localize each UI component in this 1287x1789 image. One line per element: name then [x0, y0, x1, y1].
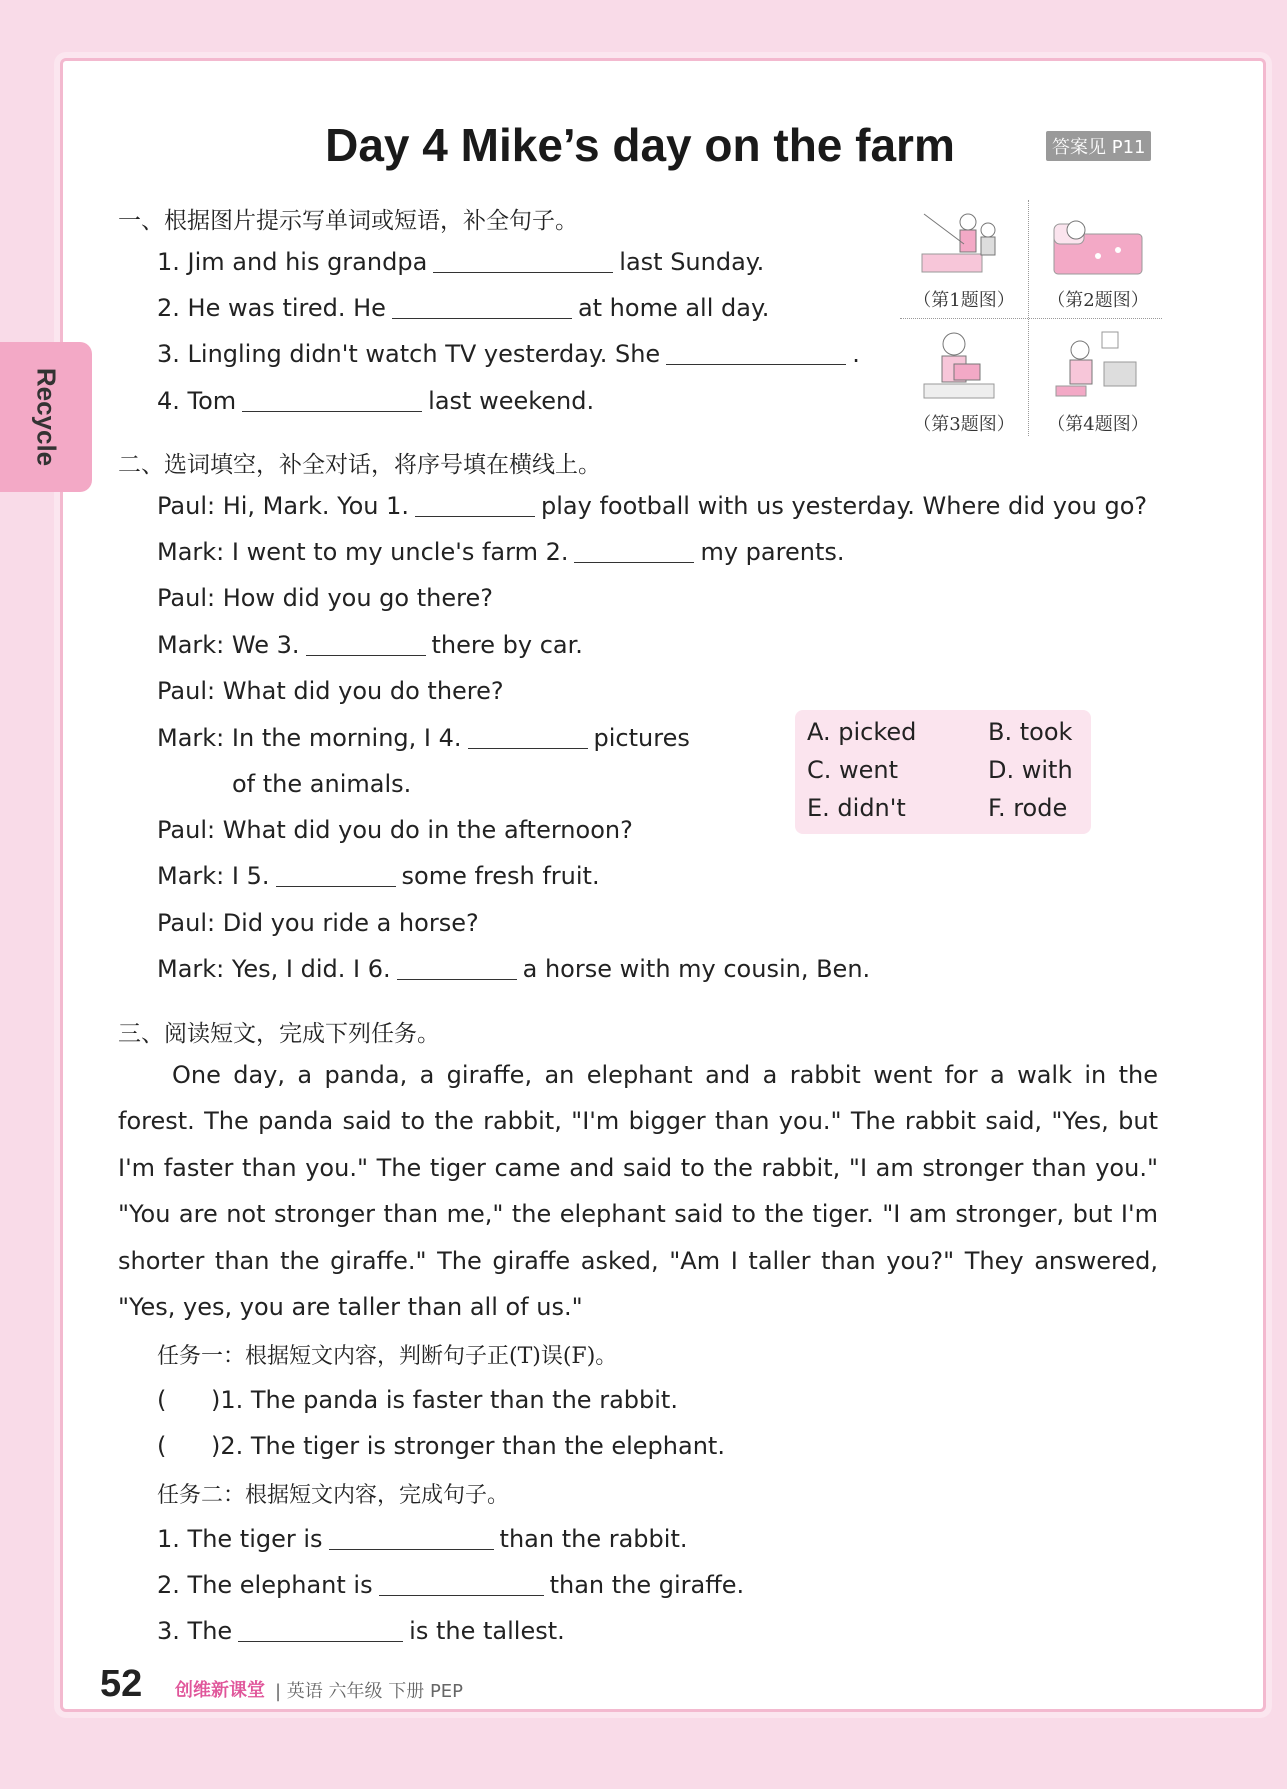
- answer-reference-badge: 答案见 P11: [1046, 131, 1151, 161]
- task1-heading: 任务一：根据短文内容，判断句子正(T)误(F)。: [157, 1344, 618, 1369]
- option-a: A. picked: [807, 718, 917, 746]
- dialogue-line-1: Paul: Hi, Mark. You 1. play football with us yesterday. Where did you go?: [157, 492, 1148, 520]
- section3-heading: 三、阅读短文，完成下列任务。: [118, 1021, 440, 1047]
- answer-bracket[interactable]: (: [157, 1432, 167, 1460]
- answer-blank[interactable]: [276, 864, 396, 887]
- complete-item-1: 1. The tiger is than the rabbit.: [157, 1525, 688, 1553]
- answer-blank[interactable]: [666, 342, 846, 365]
- picture-3: （第3题图）: [900, 324, 1028, 442]
- page-number: 52: [100, 1663, 143, 1705]
- picture-hints: [900, 200, 1162, 440]
- answer-blank[interactable]: [379, 1573, 544, 1596]
- picture-4: （第4题图）: [1034, 324, 1162, 442]
- section2-heading: 二、选词填空，补全对话，将序号填在横线上。: [118, 452, 601, 478]
- picture-1: （第1题图）: [900, 200, 1028, 318]
- dialogue-line-4: Mark: We 3. there by car.: [157, 631, 583, 659]
- answer-blank[interactable]: [242, 389, 422, 412]
- option-f: F. rode: [988, 794, 1068, 822]
- dialogue-line-10: Paul: Did you ride a horse?: [157, 909, 479, 937]
- dialogue-line-6: Mark: In the morning, I 4. pictures: [157, 724, 690, 752]
- reading-passage: One day, a panda, a giraffe, an elephant and a rabbit went for a walk in the forest. The panda said to the rabbit, "I'm bigger than you." The rabbit said, "Yes, but I'm faster than you." The tiger came and said to the rabbit, "I am stronger than you." "You are not stronger than me," the elephant said to the tiger. "I am stronger, but I'm shorter than the giraffe." The giraffe asked, "Am I taller than you?" They answered, "Yes, yes, you are taller than all of us.": [118, 1061, 1158, 1322]
- word-bank: [795, 710, 1091, 834]
- dialogue-line-2: Mark: I went to my uncle's farm 2. my parents.: [157, 538, 845, 566]
- dialogue-line-7: of the animals.: [232, 770, 412, 798]
- answer-bracket[interactable]: (: [157, 1386, 167, 1414]
- option-e: E. didn't: [807, 794, 906, 822]
- answer-blank[interactable]: [392, 296, 572, 319]
- tf-item-1: ( )1. The panda is faster than the rabbit.: [157, 1386, 678, 1414]
- task2-heading: 任务二：根据短文内容，完成句子。: [157, 1483, 510, 1508]
- dialogue-line-8: Paul: What did you do in the afternoon?: [157, 816, 633, 844]
- complete-item-3: 3. The is the tallest.: [157, 1617, 565, 1645]
- option-d: D. with: [988, 756, 1073, 784]
- answer-blank[interactable]: [433, 250, 613, 273]
- dialogue-line-11: Mark: Yes, I did. I 6. a horse with my cousin, Ben.: [157, 955, 871, 983]
- option-c: C. went: [807, 756, 899, 784]
- option-b: B. took: [988, 718, 1073, 746]
- answer-blank[interactable]: [238, 1619, 403, 1642]
- fishing-illustration-icon: [914, 204, 1014, 284]
- dialogue-line-3: Paul: How did you go there?: [157, 584, 493, 612]
- picture-2: （第2题图）: [1034, 200, 1162, 318]
- page-title: Day 4 Mike’s day on the farm: [325, 119, 955, 171]
- answer-blank[interactable]: [397, 957, 517, 980]
- sleeping-illustration-icon: [1048, 204, 1148, 284]
- side-tab: [0, 342, 92, 492]
- answer-blank[interactable]: [329, 1527, 494, 1550]
- brand-name: 创维新课堂: [175, 1680, 265, 1701]
- answer-blank[interactable]: [306, 633, 426, 656]
- s1-item-3: 3. Lingling didn't watch TV yesterday. She .: [157, 340, 860, 368]
- s1-item-1: 1. Jim and his grandpa last Sunday.: [157, 248, 765, 276]
- divider: [900, 318, 1162, 319]
- cleaning-illustration-icon: [1048, 328, 1148, 408]
- book-info: | 英语 六年级 下册 PEP: [275, 1681, 464, 1702]
- dialogue-line-9: Mark: I 5. some fresh fruit.: [157, 862, 600, 890]
- answer-blank[interactable]: [415, 494, 535, 517]
- reading-illustration-icon: [914, 328, 1014, 408]
- s1-item-2: 2. He was tired. He at home all day.: [157, 294, 770, 322]
- answer-blank[interactable]: [468, 726, 588, 749]
- answer-blank[interactable]: [574, 540, 694, 563]
- dialogue-line-5: Paul: What did you do there?: [157, 677, 504, 705]
- side-tab-label: Recycle: [31, 367, 62, 467]
- tf-item-2: ( )2. The tiger is stronger than the elephant.: [157, 1432, 725, 1460]
- section1-heading: 一、根据图片提示写单词或短语，补全句子。: [118, 208, 578, 234]
- s1-item-4: 4. Tom last weekend.: [157, 387, 595, 415]
- complete-item-2: 2. The elephant is than the giraffe.: [157, 1571, 745, 1599]
